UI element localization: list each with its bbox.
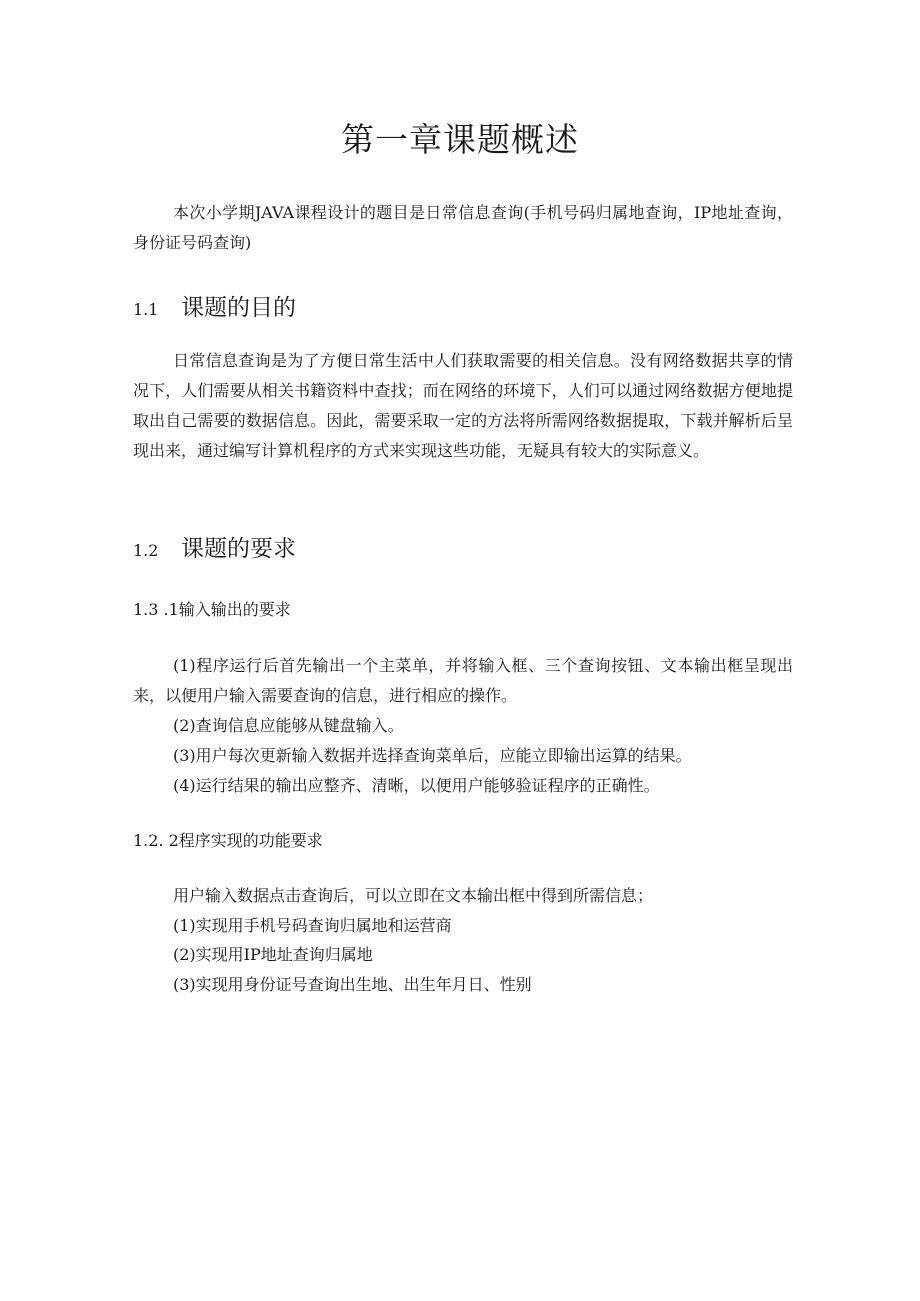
function-intro: 用户输入数据点击查询后，可以立即在文本输出框中得到所需信息； <box>173 886 654 905</box>
io-requirement-1: (1)程序运行后首先输出一个主菜单，并将输入框、三个查询按钮、文本输出框呈现出来，以便用户输入需要查询的信息，进行相应的操作。 <box>133 656 793 705</box>
subsection-function-heading: 1.2. 2程序实现的功能要求 <box>133 831 323 850</box>
section-number: 1.1 <box>133 300 159 319</box>
intro-paragraph: 本次小学期JAVA课程设计的题目是日常信息查询(手机号码归属地查询，IP地址查询，身份证号码查询) <box>133 203 793 252</box>
section-1-2-heading <box>133 533 296 567</box>
function-requirement-1: (1)实现用手机号码查询归属地和运营商 <box>173 916 452 935</box>
section-title: 课题的要求 <box>181 536 296 562</box>
section-title: 课题的目的 <box>181 295 296 321</box>
chapter-title: 第一章课题概述 <box>341 120 579 159</box>
section-1-1-heading <box>133 292 296 326</box>
section-number: 1.2 <box>133 541 159 560</box>
io-requirement-2: (2)查询信息应能够从键盘输入。 <box>173 716 404 735</box>
function-requirement-2: (2)实现用IP地址查询归属地 <box>173 945 373 964</box>
io-requirement-4: (4)运行结果的输出应整齐、清晰，以便用户能够验证程序的正确性。 <box>173 776 660 795</box>
subsection-io-heading: 1.3 .1输入输出的要求 <box>133 600 291 619</box>
purpose-paragraph: 日常信息查询是为了方便日常生活中人们获取需要的相关信息。没有网络数据共享的情况下，人们需要从相关书籍资料中查找；而在网络的环境下，人们可以通过网络数据方便地提取出自己需要的数据信息。因此，需要采取一定的方法将所需网络数据提取，下载并解析后呈现出来，通过编写计算机程序的方式来实现这些功能，无疑具有较大的实际意义。 <box>133 351 793 460</box>
io-requirement-3: (3)用户每次更新输入数据并选择查询菜单后，应能立即输出运算的结果。 <box>173 746 692 765</box>
function-requirement-3: (3)实现用身份证号查询出生地、出生年月日、性别 <box>173 975 532 994</box>
